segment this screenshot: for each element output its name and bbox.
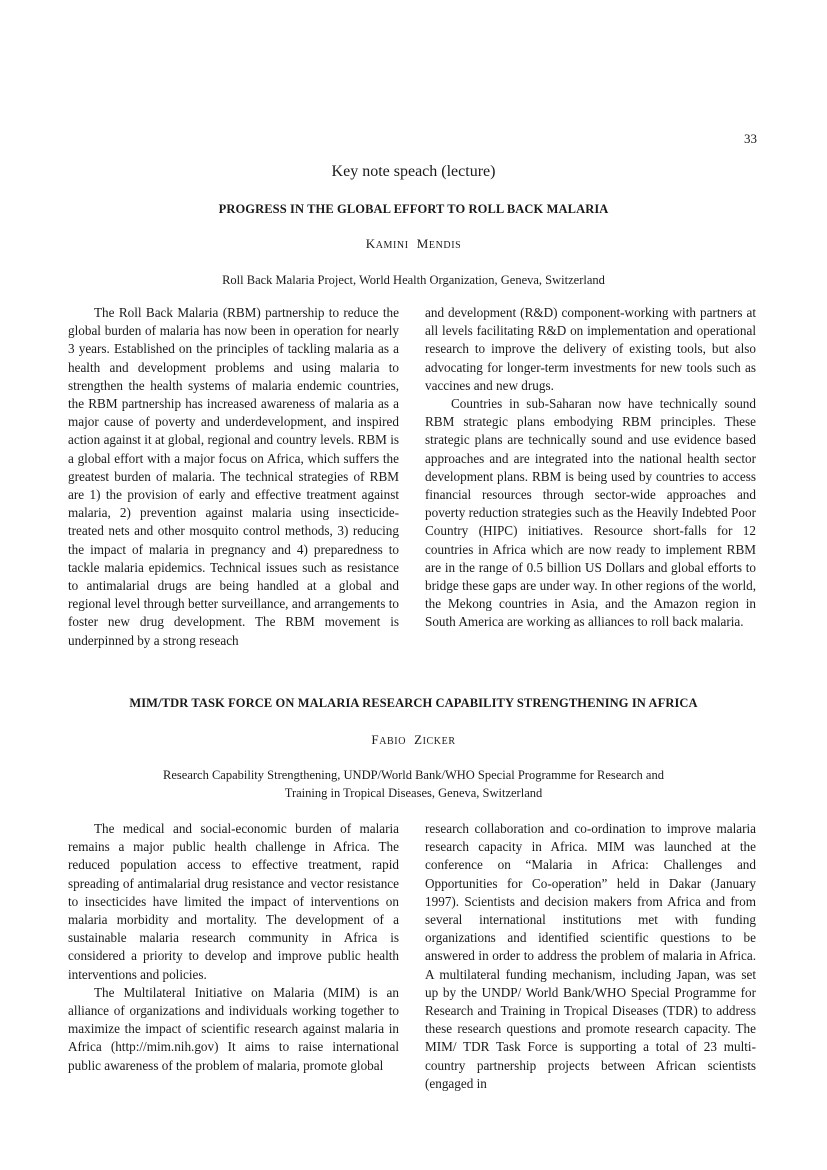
author-first-rest: AMINI xyxy=(375,240,409,251)
author-last-initial: Z xyxy=(414,732,423,747)
article-left-column xyxy=(68,820,399,1075)
page-number: 33 xyxy=(744,131,757,146)
affiliation-line: Training in Tropical Diseases, Geneva, Switzerland xyxy=(284,786,543,800)
article-title: MIM/TDR TASK FORCE ON MALARIA RESEARCH CAPABILITY STRENGTHENING IN AFRICA xyxy=(129,696,698,710)
article-author xyxy=(0,732,827,748)
article-title: PROGRESS IN THE GLOBAL EFFORT TO ROLL BACK MALARIA xyxy=(218,202,609,216)
affiliation-line: Research Capability Strengthening, UNDP/World Bank/WHO Special Programme for Research and xyxy=(163,768,664,782)
author-first-initial: K xyxy=(365,236,376,251)
author-first-initial: F xyxy=(371,732,380,747)
article-right-column xyxy=(425,304,756,632)
author-first-rest: ABIO xyxy=(379,736,407,747)
paragraph: research collaboration and co-ordination to improve malaria research capacity in Africa. MIM was launched at the conference on “Malaria in Africa: Challenges and Opportunities for Co-operation” held in Dakar (January 1997). Scientists and decision makers from Africa and from several international institutions met with funding organizations and identified scientific questions to be answered in order to address the problem of malaria in Africa. A multilateral funding mechanism, including Japan, was set up by the UNDP/ World Bank/WHO Special Programme for Research and Training in Tropical Diseases (TDR) to address these research questions and promote research capacity. The MIM/ TDR Task Force is supporting a total of 23 multi-country partnership projects between African scientists (engaged in xyxy=(425,821,756,1091)
paragraph: The medical and social-economic burden of malaria remains a major public health challenge in Africa. The reduced population access to effective treatment, rapid spreading of antimalarial drug resistance and vector resistance to insecticides have limited the impact of interventions on malaria morbidity and mortality. The development of a sustainable malaria research community in Africa is considered a priority to develop and improve public health interventions and policies. xyxy=(68,821,399,982)
paragraph: The Multilateral Initiative on Malaria (MIM) is an alliance of organizations and individuals working together to maximize the impact of scientific research against malaria in Africa (http://mim.nih.gov) It aims to raise international public awareness of the problem of malaria, promote global xyxy=(68,984,399,1073)
author-last-initial: M xyxy=(416,236,429,251)
paragraph: The Roll Back Malaria (RBM) partnership to reduce the global burden of malaria has now been in operation for nearly 3 years. Established on the principles of tackling malaria as a health and development problems and using malaria to strengthen the health systems of malaria endemic countries, the RBM partnership has increased awareness of malaria as a major cause of poverty and underdevelopment, and inspired action against it at global, regional and country levels. RBM is a global effort with a major focus on Africa, which suffers the greatest burden of malaria. The technical strategies of RBM are 1) the provision of early and effective treatment against malaria, 2) prevention against malaria using insecticide-treated nets and other mosquito control methods, 3) reducing the impact of malaria in pregnancy and 4) preparedness to tackle malaria epidemics. Technical issues such as resistance to antimalarial drugs are being handled at a global and regional level through better surveillance, and arrangements to foster new drug development. The RBM movement is underpinned by a strong reseach xyxy=(68,305,399,648)
article-left-column xyxy=(68,304,399,650)
section-kicker: Key note speach (lecture) xyxy=(331,163,496,180)
paragraph: and development (R&D) component-working with partners at all levels facilitating R&D on implementation and operational research to improve the delivery of existing tools, but also advocating for longer-term investments for new tools such as vaccines and new drugs. xyxy=(425,305,756,393)
paragraph: Countries in sub-Saharan now have technically sound RBM strategic plans embodying RBM principles. These strategic plans are technically sound and use evidence based approaches and are integrated into the national health sector development plans. RBM is being used by countries to access financial resources through sector-wide approaches and poverty reduction strategies such as the Heavily Indebted Poor Country (HIPC) initiatives. Resource short-falls for 12 countries in Africa which are now ready to implement RBM are in the range of 0.5 billion US Dollars and global efforts to bridge these gaps are under way. In other regions of the world, the Mekong countries in Asia, and the Amazon region in South America are working as alliances to roll back malaria. xyxy=(425,396,756,630)
author-last-rest: ICKER xyxy=(422,736,456,747)
article-affiliation xyxy=(0,766,827,802)
article-right-column xyxy=(425,820,756,1093)
author-last-rest: ENDIS xyxy=(428,240,462,251)
article-affiliation: Roll Back Malaria Project, World Health Organization, Geneva, Switzerland xyxy=(222,273,605,287)
article-author xyxy=(0,236,827,252)
